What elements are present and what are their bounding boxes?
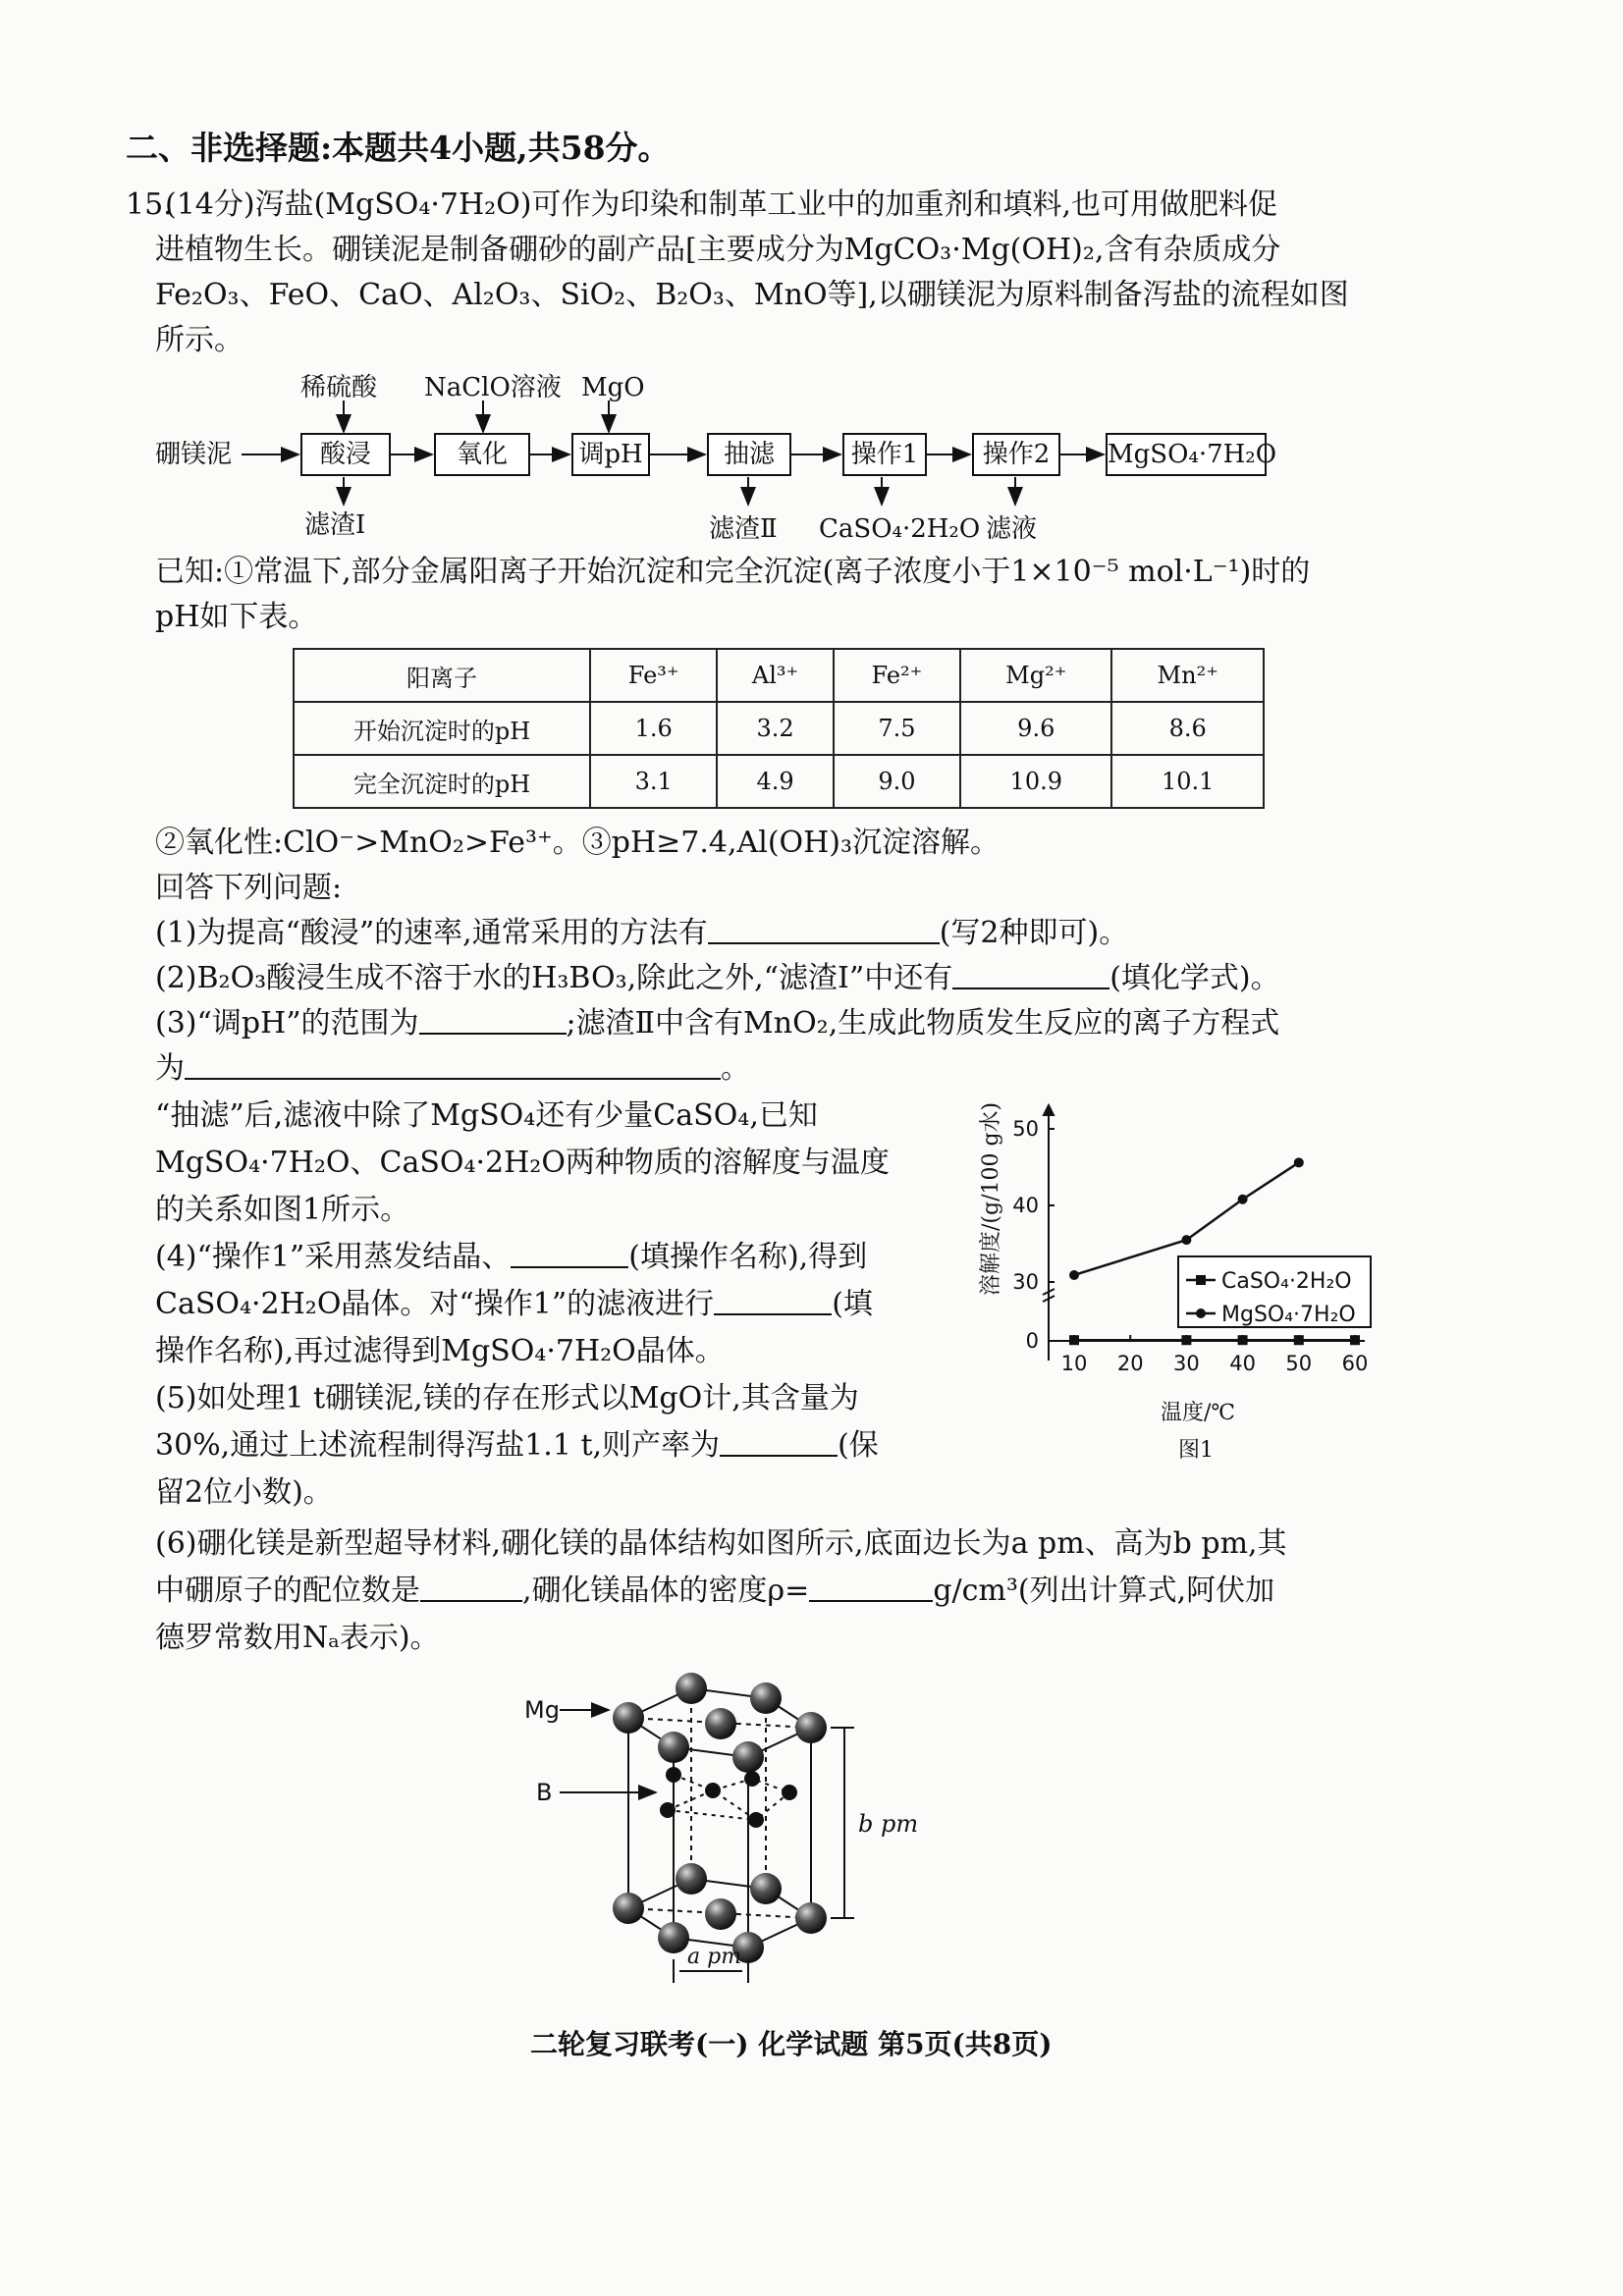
table-header-cell: Al³⁺ xyxy=(717,649,833,702)
b-label: B xyxy=(536,1779,553,1806)
intro-line-2: 进植物生长。硼镁泥是制备硼砂的副产品[主要成分为MgCO₃·Mg(OH)₂,含有杂质成分 xyxy=(155,233,1281,267)
legend-marker xyxy=(1196,1275,1206,1285)
flow-output-residue-1: 滤渣Ⅰ xyxy=(304,510,366,540)
answer-blank-4b[interactable] xyxy=(714,1286,832,1315)
table-cell: 4.9 xyxy=(717,755,833,808)
answer-blank-6b[interactable] xyxy=(809,1573,933,1602)
flow-step-acid-leach: 酸浸 xyxy=(300,433,391,476)
question-6-text-a: 中硼原子的配位数是 xyxy=(155,1574,420,1608)
y-tick-label: 30 xyxy=(1012,1270,1039,1294)
question-6-line-2 xyxy=(155,1569,1274,1614)
table-cell: 10.9 xyxy=(960,755,1111,808)
intro-line-1: (14分)泻盐(MgSO₄·7H₂O)可作为印染和制革工业中的加重剂和填料,也可用做肥料促 xyxy=(165,187,1278,222)
table-header-cell: Mn²⁺ xyxy=(1111,649,1264,702)
x-tick-label: 40 xyxy=(1229,1352,1256,1375)
question-4-line-2 xyxy=(155,1282,873,1327)
answer-blank-4a[interactable] xyxy=(511,1239,628,1268)
table-cell: 1.6 xyxy=(590,702,717,755)
table-cell: 7.5 xyxy=(834,702,960,755)
flow-step-oxidize: 氧化 xyxy=(434,433,530,476)
solubility-chart xyxy=(952,1099,1384,1492)
data-point xyxy=(1181,1235,1191,1245)
flow-output-gypsum: CaSO₄·2H₂O xyxy=(819,514,981,544)
data-point xyxy=(1238,1335,1248,1345)
question-6-line-3: 德罗常数用Nₐ表示)。 xyxy=(155,1621,440,1655)
table-cell: 3.1 xyxy=(590,755,717,808)
question-4-line-3: 操作名称),再过滤得到MgSO₄·7H₂O晶体。 xyxy=(155,1334,725,1368)
question-1-after: (写2种即可)。 xyxy=(939,916,1129,950)
intro-line-3: Fe₂O₃、FeO、CaO、Al₂O₃、SiO₂、B₂O₃、MnO等],以硼镁泥为原料制备泻盐的流程如图 xyxy=(155,278,1349,312)
question-5-line-2 xyxy=(155,1423,879,1468)
para-line-2: MgSO₄·7H₂O、CaSO₄·2H₂O两种物质的溶解度与温度 xyxy=(155,1146,890,1180)
question-4-text-c: CaSO₄·2H₂O晶体。对“操作1”的滤液进行 xyxy=(155,1287,715,1321)
y-tick-label: 50 xyxy=(1012,1117,1039,1141)
flow-input-naclo: NaClO溶液 xyxy=(424,373,562,402)
para-line-3: 的关系如图1所示。 xyxy=(155,1193,410,1227)
flow-output-residue-2: 滤渣Ⅱ xyxy=(709,514,778,544)
question-3-text-c: 为 xyxy=(155,1051,185,1086)
data-point xyxy=(1294,1335,1304,1345)
question-2-after: (填化学式)。 xyxy=(1109,961,1280,995)
y-tick-label: 40 xyxy=(1012,1194,1039,1217)
question-6-text-c: g/cm³(列出计算式,阿伏加 xyxy=(933,1574,1275,1608)
question-4-text-a: (4)“操作1”采用蒸发结晶、 xyxy=(155,1240,512,1274)
ph-table xyxy=(293,648,1265,809)
page-footer: 二轮复习联考(一) 化学试题 第5页(共8页) xyxy=(530,2028,1053,2060)
x-axis-label: 温度/℃ xyxy=(1161,1401,1236,1425)
table-header-cell: Fe²⁺ xyxy=(834,649,960,702)
section-title: 二、非选择题:本题共4小题,共58分。 xyxy=(126,129,671,167)
table-cell: 8.6 xyxy=(1111,702,1264,755)
width-label: a pm xyxy=(687,1945,742,1969)
table-header-cell: Fe³⁺ xyxy=(590,649,717,702)
table-cell: 3.2 xyxy=(717,702,833,755)
table-row xyxy=(294,702,1264,755)
y-axis-label: 溶解度/(g/100 g水) xyxy=(979,1101,1003,1296)
question-5-text-a: 30%,通过上述流程制得泻盐1.1 t,则产率为 xyxy=(155,1428,721,1463)
table-header-cell: 阳离子 xyxy=(294,649,590,702)
x-tick-label: 50 xyxy=(1285,1352,1313,1375)
table-header-cell: Mg²⁺ xyxy=(960,649,1111,702)
question-2 xyxy=(155,956,1280,1001)
b-atoms xyxy=(660,1767,797,1828)
flow-step-suction-filter: 抽滤 xyxy=(707,433,791,476)
known-1-line-2: pH如下表。 xyxy=(155,600,318,634)
flow-arrows xyxy=(0,0,1623,550)
data-point xyxy=(1294,1157,1304,1167)
question-3-text-a: (3)“调pH”的范围为 xyxy=(155,1006,419,1041)
x-tick-label: 60 xyxy=(1341,1352,1369,1375)
flow-output-filtrate: 滤液 xyxy=(986,514,1038,544)
mg-label: Mg xyxy=(524,1696,560,1724)
data-point xyxy=(1069,1335,1079,1345)
answer-blank-3b[interactable] xyxy=(185,1050,721,1080)
legend-label: MgSO₄·7H₂O xyxy=(1221,1303,1356,1327)
question-1 xyxy=(155,911,1128,956)
flow-input-mgo: MgO xyxy=(581,373,645,402)
y-axis-arrow xyxy=(1044,1105,1054,1115)
table-cell: 9.6 xyxy=(960,702,1111,755)
question-6-line-1: (6)硼化镁是新型超导材料,硼化镁的晶体结构如图所示,底面边长为a pm、高为b pm,其 xyxy=(155,1526,1287,1561)
figure-caption: 图1 xyxy=(1178,1438,1214,1463)
crystal-structure-figure xyxy=(520,1669,1031,1983)
question-3-text-d: 。 xyxy=(721,1051,750,1086)
question-6-text-b: ,硼化镁晶体的密度ρ= xyxy=(522,1574,810,1608)
question-3-line-2 xyxy=(155,1046,750,1092)
flow-product: MgSO₄·7H₂O xyxy=(1106,433,1267,476)
data-point xyxy=(1238,1195,1248,1204)
answer-blank-5[interactable] xyxy=(720,1427,838,1457)
question-number: 15. xyxy=(126,187,173,222)
y-tick-label: 0 xyxy=(1025,1329,1039,1353)
question-1-text: (1)为提高“酸浸”的速率,通常采用的方法有 xyxy=(155,916,708,950)
x-tick-label: 10 xyxy=(1060,1352,1088,1375)
question-5-line-3: 留2位小数)。 xyxy=(155,1475,333,1510)
question-4-line-1 xyxy=(155,1235,867,1280)
answer-blank-6a[interactable] xyxy=(420,1573,522,1602)
answer-prompt: 回答下列问题: xyxy=(155,871,343,905)
known-1-line-1: 已知:①常温下,部分金属阳离子开始沉淀和完全沉淀(离子浓度小于1×10⁻⁵ mol·L⁻¹)时的 xyxy=(155,555,1311,589)
question-5-text-b: (保 xyxy=(838,1428,879,1463)
table-row xyxy=(294,755,1264,808)
table-cell: 完全沉淀时的pH xyxy=(294,755,590,808)
table-cell: 10.1 xyxy=(1111,755,1264,808)
known-2: ②氧化性:ClO⁻>MnO₂>Fe³⁺。③pH≥7.4,Al(OH)₃沉淀溶解。 xyxy=(155,826,1001,860)
question-3-text-b: ;滤渣Ⅱ中含有MnO₂,生成此物质发生反应的离子方程式 xyxy=(566,1006,1280,1041)
intro-line-4: 所示。 xyxy=(155,323,243,357)
table-cell: 9.0 xyxy=(834,755,960,808)
question-3-line-1 xyxy=(155,1001,1279,1046)
flow-step-operation-2: 操作2 xyxy=(972,433,1060,476)
x-tick-label: 20 xyxy=(1116,1352,1144,1375)
answer-blank-3a[interactable] xyxy=(419,1005,567,1035)
flow-input-sulfuric-acid: 稀硫酸 xyxy=(300,373,378,402)
height-label: b pm xyxy=(858,1810,919,1838)
question-2-text: (2)B₂O₃酸浸生成不溶于水的H₃BO₃,除此之外,“滤渣Ⅰ”中还有 xyxy=(155,961,953,995)
answer-blank-1[interactable] xyxy=(708,915,940,944)
x-tick-label: 30 xyxy=(1173,1352,1200,1375)
para-line-1: “抽滤”后,滤液中除了MgSO₄还有少量CaSO₄,已知 xyxy=(155,1098,818,1133)
data-point xyxy=(1069,1270,1079,1280)
question-5-line-1: (5)如处理1 t硼镁泥,镁的存在形式以MgO计,其含量为 xyxy=(155,1381,859,1415)
legend-marker xyxy=(1196,1308,1206,1318)
answer-blank-2[interactable] xyxy=(952,960,1109,989)
flow-start: 硼镁泥 xyxy=(155,440,233,469)
table-cell: 开始沉淀时的pH xyxy=(294,702,590,755)
flow-step-adjust-ph: 调pH xyxy=(571,433,650,476)
table-header-row xyxy=(294,649,1264,702)
data-point xyxy=(1181,1335,1191,1345)
legend-label: CaSO₄·2H₂O xyxy=(1221,1269,1352,1294)
question-4-text-b: (填操作名称),得到 xyxy=(628,1240,868,1274)
flow-step-operation-1: 操作1 xyxy=(842,433,927,476)
data-point xyxy=(1350,1335,1360,1345)
question-4-text-d: (填 xyxy=(832,1287,873,1321)
